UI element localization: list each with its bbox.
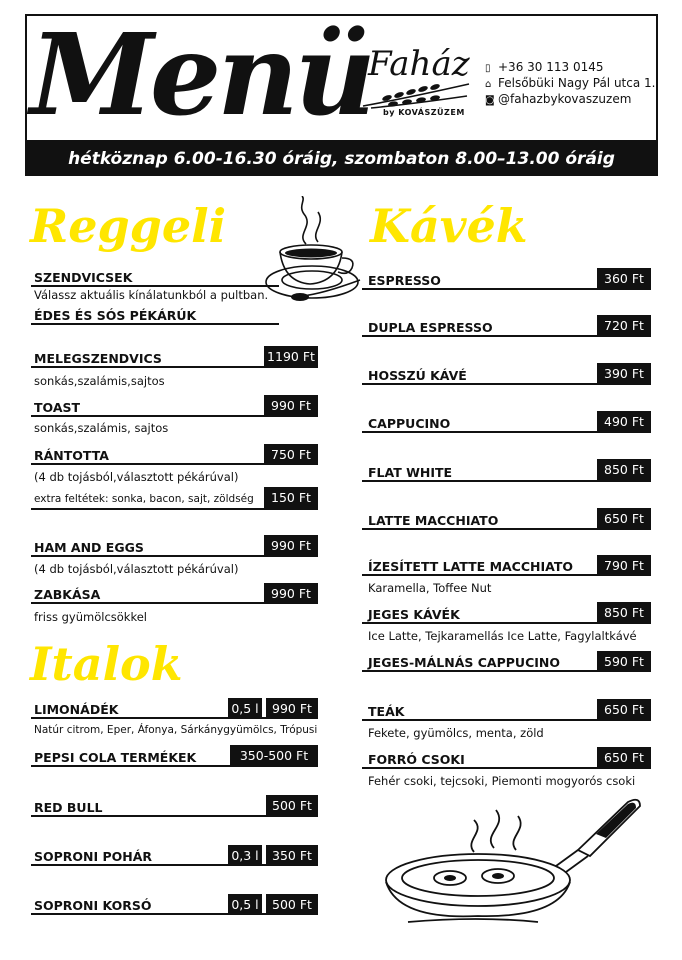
menu-item-desc: Karamella, Toffee Nut [368, 581, 492, 595]
menu-item-size: 0,5 l [228, 698, 262, 719]
contact-phone [485, 60, 603, 76]
italok-title: Italok [30, 637, 183, 691]
extra-toppings-price: 150 Ft [264, 487, 318, 508]
menu-item-name: RED BULL [34, 800, 103, 815]
home-icon: ⌂ [485, 79, 492, 90]
menu-item-price: 490 Ft [597, 411, 651, 432]
menu-item-desc: Fehér csoki, tejcsoki, Piemonti mogyorós csoki [368, 774, 636, 788]
extra-toppings-desc: extra feltétek: sonka, bacon, sajt, zöldség [34, 493, 254, 505]
menu-item-name: FLAT WHITE [368, 465, 453, 480]
menu-item-price: 500 Ft [266, 894, 318, 915]
divider [31, 508, 318, 510]
menu-item-name: HOSSZÚ KÁVÉ [368, 368, 467, 383]
pekaruk-label: ÉDES ÉS SÓS PÉKÁRÚK [34, 308, 197, 323]
menu-item-desc: (4 db tojásból,választott pékárúval) [34, 470, 239, 484]
menu-item-name: TEÁK [368, 704, 405, 719]
menu-item-price: 990 Ft [264, 395, 318, 416]
contact-address [485, 76, 655, 92]
menu-item-name: CAPPUCINO [368, 416, 451, 431]
phone-icon: ▯ [485, 63, 491, 74]
menu-item-desc: Ice Latte, Tejkaramellás Ice Latte, Fagylaltkávé [368, 629, 637, 643]
menu-item-name: JEGES-MÁLNÁS CAPPUCINO [368, 655, 560, 670]
social-text: @fahazbykovaszuzem [498, 92, 632, 106]
menu-item-desc: sonkás,szalámis,sajtos [34, 374, 165, 388]
menu-item-price: 650 Ft [597, 508, 651, 529]
menu-item-price: 360 Ft [597, 268, 651, 289]
menu-item-size: 0,5 l [228, 894, 262, 915]
menu-item-name: FORRÓ CSOKI [368, 752, 465, 767]
menu-item-name: HAM AND EGGS [34, 540, 144, 555]
menu-item-desc: friss gyümölcsökkel [34, 610, 147, 624]
menu-item-price: 390 Ft [597, 363, 651, 384]
brand-name: Faház [368, 44, 470, 84]
menu-item-price: 590 Ft [597, 651, 651, 672]
menu-item-price: 350-500 Ft [230, 745, 318, 766]
menu-item-price: 650 Ft [597, 747, 651, 768]
menu-item-name: ZABKÁSA [34, 587, 101, 602]
opening-hours: hétköznap 6.00-16.30 óráig, szombaton 8.00–13.00 óráig [25, 142, 658, 176]
menu-item-desc: sonkás,szalámis, sajtos [34, 421, 169, 435]
brand-subtitle: by KOVÁSZÜZEM [383, 108, 465, 117]
reggeli-title: Reggeli [30, 199, 227, 253]
menu-item-price: 650 Ft [597, 699, 651, 720]
menu-item-price: 750 Ft [264, 444, 318, 465]
contact-social [485, 92, 631, 108]
menu-item-name: JEGES KÁVÉK [368, 607, 460, 622]
kavek-title: Kávék [370, 199, 528, 253]
frying-pan-icon [378, 790, 644, 924]
menu-item-price: 990 Ft [266, 698, 318, 719]
address-text: Felsőbüki Nagy Pál utca 1. [498, 76, 656, 90]
menu-item-desc: (4 db tojásból,választott pékárúval) [34, 562, 239, 576]
divider [31, 285, 279, 287]
menu-item-name: MELEGSZENDVICS [34, 351, 162, 366]
menu-item-size: 0,3 l [228, 845, 262, 866]
menu-item-name: PEPSI COLA TERMÉKEK [34, 750, 197, 765]
szendvicsek-label: SZENDVICSEK [34, 270, 133, 285]
instagram-icon: ◙ [485, 95, 495, 106]
menu-item-price: 1190 Ft [264, 346, 318, 367]
menu-item-name: LIMONÁDÉK [34, 702, 119, 717]
menu-item-price: 500 Ft [266, 795, 318, 816]
menu-item-price: 350 Ft [266, 845, 318, 866]
menu-item-desc: Fekete, gyümölcs, menta, zöld [368, 726, 544, 740]
menu-item-desc: Natúr citrom, Eper, Áfonya, Sárkánygyümölcs, Trópusi [34, 724, 318, 736]
menu-item-name: TOAST [34, 400, 81, 415]
menu-item-price: 990 Ft [264, 535, 318, 556]
menu-item-name: SOPRONI POHÁR [34, 849, 153, 864]
menu-item-price: 790 Ft [597, 555, 651, 576]
coffee-cup-icon [262, 196, 366, 314]
menu-item-price: 850 Ft [597, 459, 651, 480]
menu-item-price: 850 Ft [597, 602, 651, 623]
menu-item-price: 990 Ft [264, 583, 318, 604]
phone-text: +36 30 113 0145 [498, 60, 604, 74]
menu-item-price: 720 Ft [597, 315, 651, 336]
menu-item-name: SOPRONI KORSÓ [34, 898, 152, 913]
menu-item-name: ÍZESÍTETT LATTE MACCHIATO [368, 559, 573, 574]
divider [31, 323, 279, 325]
divider [362, 480, 651, 482]
menu-item-name: DUPLA ESPRESSO [368, 320, 493, 335]
menu-item-name: ESPRESSO [368, 273, 441, 288]
menu-item-name: RÁNTOTTA [34, 448, 109, 463]
szendvicsek-desc: Válassz aktuális kínálatunkból a pultban. [34, 288, 269, 302]
menu-item-name: LATTE MACCHIATO [368, 513, 499, 528]
menu-title: Menü [30, 10, 373, 141]
